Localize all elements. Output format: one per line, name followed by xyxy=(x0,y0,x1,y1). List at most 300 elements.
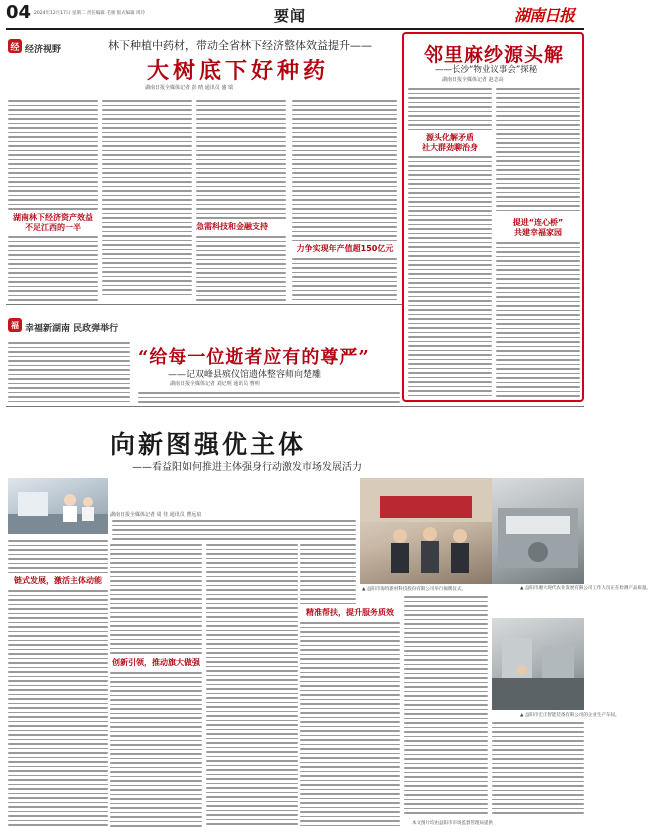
text-line xyxy=(496,373,580,375)
text-line xyxy=(110,544,202,546)
text-line xyxy=(110,571,202,573)
text-line xyxy=(8,806,108,808)
text-line xyxy=(110,686,202,688)
text-line xyxy=(496,133,580,135)
text-line xyxy=(496,323,580,325)
text-line xyxy=(196,172,286,174)
text-line xyxy=(8,369,130,371)
text-line xyxy=(492,772,584,774)
text-line xyxy=(110,740,202,742)
text-line xyxy=(8,132,98,134)
text-line xyxy=(8,250,98,252)
text-line xyxy=(8,378,130,380)
text-line xyxy=(408,215,492,217)
text-line xyxy=(300,744,400,746)
text-line xyxy=(196,159,286,161)
text-line xyxy=(206,805,298,807)
text-line xyxy=(110,681,202,683)
text-line xyxy=(496,251,580,253)
text-line xyxy=(408,192,492,194)
text-line xyxy=(404,776,488,778)
text-line xyxy=(496,115,580,117)
text-line xyxy=(404,781,488,783)
text-line xyxy=(206,756,298,758)
text-line xyxy=(8,281,98,283)
text-line xyxy=(196,263,286,265)
text-line xyxy=(8,554,108,556)
text-line xyxy=(496,395,580,397)
text-line xyxy=(408,381,492,383)
article-byline: 湖南日报全媒体记者 刘记明 通讯员 曹明 xyxy=(170,381,260,387)
text-line xyxy=(206,589,298,591)
text-line xyxy=(492,763,584,765)
text-line xyxy=(102,127,192,129)
text-line xyxy=(8,784,108,786)
text-line xyxy=(206,738,298,740)
text-line xyxy=(496,328,580,330)
text-line xyxy=(300,598,356,600)
text-line xyxy=(292,213,397,215)
text-line xyxy=(404,767,488,769)
text-line xyxy=(206,679,298,681)
text-line xyxy=(8,622,108,624)
text-line xyxy=(408,197,492,199)
text-line xyxy=(408,323,492,325)
text-line xyxy=(292,109,397,111)
text-line xyxy=(196,163,286,165)
text-line xyxy=(8,204,98,206)
text-line xyxy=(300,558,356,560)
text-line xyxy=(102,181,192,183)
text-line xyxy=(496,165,580,167)
text-line xyxy=(404,745,488,747)
text-line xyxy=(206,549,298,551)
text-line xyxy=(196,236,286,238)
article-subtitle: ——记双峰县殡仪馆遗体整容师向楚雕 xyxy=(168,370,322,380)
text-line xyxy=(496,350,580,352)
text-line xyxy=(8,241,98,243)
text-line xyxy=(492,808,584,810)
masthead xyxy=(0,0,589,32)
text-line xyxy=(404,772,488,774)
text-line xyxy=(408,120,492,122)
text-line xyxy=(496,382,580,384)
text-line xyxy=(496,192,580,194)
text-line xyxy=(102,132,192,134)
text-line xyxy=(496,287,580,289)
text-line xyxy=(300,775,400,777)
text-line xyxy=(496,242,580,244)
text-line xyxy=(404,740,488,742)
text-line xyxy=(300,780,400,782)
text-line xyxy=(196,181,286,183)
text-line xyxy=(8,734,108,736)
text-line xyxy=(408,336,492,338)
text-line xyxy=(206,661,298,663)
text-line xyxy=(110,704,202,706)
text-line xyxy=(206,765,298,767)
text-line xyxy=(300,717,400,719)
text-line xyxy=(206,612,298,614)
text-line xyxy=(110,767,202,769)
text-line xyxy=(196,132,286,134)
text-line xyxy=(112,538,356,540)
text-line xyxy=(8,199,98,201)
text-line xyxy=(496,129,580,131)
factory-photo xyxy=(492,478,584,584)
text-line xyxy=(292,150,397,152)
text-line xyxy=(110,825,202,827)
text-line xyxy=(102,114,192,116)
text-line xyxy=(206,774,298,776)
text-line xyxy=(404,700,488,702)
text-line xyxy=(206,769,298,771)
text-line xyxy=(110,758,202,760)
lab-photo xyxy=(8,478,108,534)
text-line xyxy=(8,676,108,678)
text-line xyxy=(110,794,202,796)
text-line xyxy=(492,758,584,760)
text-line xyxy=(8,136,98,138)
text-line xyxy=(196,136,286,138)
text-line xyxy=(8,351,130,353)
text-line xyxy=(408,111,492,113)
text-line xyxy=(408,345,492,347)
text-line xyxy=(496,201,580,203)
text-line xyxy=(206,567,298,569)
text-line xyxy=(292,204,397,206)
text-line xyxy=(492,785,584,787)
text-line xyxy=(102,208,192,210)
text-line xyxy=(8,177,98,179)
text-line xyxy=(404,763,488,765)
text-line xyxy=(8,123,98,125)
text-line xyxy=(404,812,488,814)
text-line xyxy=(300,726,400,728)
text-line xyxy=(300,580,356,582)
text-line xyxy=(408,165,492,167)
text-line xyxy=(408,269,492,271)
text-line xyxy=(196,109,286,111)
text-line xyxy=(292,114,397,116)
text-line xyxy=(408,296,492,298)
text-line xyxy=(300,735,400,737)
article-headline: 大树底下好种药 xyxy=(147,58,330,84)
text-line xyxy=(102,244,192,246)
text-line xyxy=(8,694,108,696)
text-line xyxy=(206,634,298,636)
text-line xyxy=(292,258,397,260)
text-line xyxy=(8,141,98,143)
text-line xyxy=(300,622,400,624)
article-headline: “给每一位逝者应有的尊严” xyxy=(138,347,370,368)
text-line xyxy=(496,205,580,207)
text-line xyxy=(196,217,286,219)
text-line xyxy=(300,816,400,818)
text-line xyxy=(408,115,492,117)
text-line xyxy=(8,608,108,610)
text-line xyxy=(408,327,492,329)
text-line xyxy=(408,332,492,334)
text-line xyxy=(404,722,488,724)
text-line xyxy=(8,365,130,367)
section-heading: 湖南林下经济资产效益 不足江西的一半 xyxy=(13,213,93,232)
text-line xyxy=(292,263,397,265)
text-line xyxy=(300,789,400,791)
text-line xyxy=(404,596,488,598)
text-line xyxy=(102,159,192,161)
text-line xyxy=(292,172,397,174)
text-line xyxy=(102,267,192,269)
text-line xyxy=(496,196,580,198)
text-line xyxy=(292,195,397,197)
text-line xyxy=(8,383,130,385)
text-line xyxy=(300,708,400,710)
text-line xyxy=(8,572,108,574)
text-line xyxy=(404,704,488,706)
text-line xyxy=(110,762,202,764)
text-line xyxy=(8,172,98,174)
text-line xyxy=(404,754,488,756)
text-line xyxy=(408,156,492,158)
text-line xyxy=(300,798,400,800)
text-line xyxy=(110,639,202,641)
text-line xyxy=(196,290,286,292)
text-line xyxy=(496,319,580,321)
text-line xyxy=(196,241,286,243)
text-line xyxy=(110,699,202,701)
text-line xyxy=(292,145,397,147)
article-headline: 向新图强优主体 xyxy=(110,430,307,459)
text-line xyxy=(206,724,298,726)
text-line xyxy=(408,350,492,352)
text-line xyxy=(206,553,298,555)
text-line xyxy=(404,623,488,625)
text-line xyxy=(206,801,298,803)
workshop-photo xyxy=(492,618,584,710)
text-line xyxy=(292,190,397,192)
text-line xyxy=(110,708,202,710)
text-line xyxy=(206,783,298,785)
text-line xyxy=(196,286,286,288)
text-line xyxy=(110,652,202,654)
text-line xyxy=(8,631,108,633)
section-heading: 链式发展，激活主体动能 xyxy=(14,576,102,585)
text-line xyxy=(300,793,400,795)
article-subtitle: ——长沙“物业议事会”探秘 xyxy=(435,65,538,75)
text-line xyxy=(300,699,400,701)
text-line xyxy=(408,300,492,302)
text-line xyxy=(8,163,98,165)
text-line xyxy=(404,709,488,711)
text-line xyxy=(110,562,202,564)
text-line xyxy=(206,594,298,596)
text-line xyxy=(110,580,202,582)
text-line xyxy=(292,105,397,107)
text-line xyxy=(8,698,108,700)
text-line xyxy=(408,341,492,343)
text-line xyxy=(196,277,286,279)
text-line xyxy=(292,181,397,183)
text-line xyxy=(292,127,397,129)
text-line xyxy=(404,605,488,607)
text-line xyxy=(102,154,192,156)
column-tag: 经济视野 xyxy=(25,45,62,55)
text-line xyxy=(206,742,298,744)
text-line xyxy=(408,88,492,90)
text-line xyxy=(408,251,492,253)
text-line xyxy=(408,174,492,176)
text-line xyxy=(206,571,298,573)
text-line xyxy=(102,240,192,242)
text-line xyxy=(404,794,488,796)
text-line xyxy=(8,295,98,297)
text-line xyxy=(110,648,202,650)
text-line xyxy=(404,785,488,787)
text-line xyxy=(196,105,286,107)
text-line xyxy=(8,268,98,270)
text-line xyxy=(300,748,400,750)
text-line xyxy=(110,726,202,728)
text-line xyxy=(300,762,400,764)
section-heading: 提进“连心桥” 共建幸福家园 xyxy=(512,218,564,237)
text-line xyxy=(102,177,192,179)
photo-caption: ▲ 益阳市海特新材科技股份有限公司举行揭牌仪式。 xyxy=(362,587,466,592)
text-line xyxy=(300,589,356,591)
text-line xyxy=(110,630,202,632)
text-line xyxy=(496,310,580,312)
text-line xyxy=(408,97,492,99)
text-line xyxy=(196,299,286,301)
text-line xyxy=(492,745,584,747)
text-line xyxy=(8,374,130,376)
text-line xyxy=(206,792,298,794)
text-line xyxy=(292,141,397,143)
text-line xyxy=(8,721,108,723)
text-line xyxy=(408,237,492,239)
text-line xyxy=(102,204,192,206)
text-line xyxy=(8,549,108,551)
text-line xyxy=(496,97,580,99)
text-line xyxy=(404,659,488,661)
text-line xyxy=(408,363,492,365)
text-line xyxy=(8,159,98,161)
text-line xyxy=(8,689,108,691)
text-line xyxy=(196,204,286,206)
text-line xyxy=(8,545,108,547)
text-line xyxy=(496,111,580,113)
text-line xyxy=(300,771,400,773)
masthead-rule xyxy=(6,28,584,30)
text-line xyxy=(300,681,400,683)
text-line xyxy=(404,799,488,801)
text-line xyxy=(408,359,492,361)
text-line xyxy=(8,109,98,111)
text-line xyxy=(196,199,286,201)
text-line xyxy=(206,607,298,609)
text-line xyxy=(8,168,98,170)
text-line xyxy=(300,694,400,696)
text-line xyxy=(408,170,492,172)
text-line xyxy=(492,803,584,805)
text-line xyxy=(206,580,298,582)
text-line xyxy=(8,154,98,156)
text-line xyxy=(496,355,580,357)
photo-caption: ▲ 益阳市宏正智能装备有限公司的企业生产车间。 xyxy=(520,713,620,718)
text-line xyxy=(206,643,298,645)
text-line xyxy=(8,716,108,718)
text-line xyxy=(8,824,108,826)
text-line xyxy=(292,154,397,156)
text-line xyxy=(292,132,397,134)
text-line xyxy=(196,123,286,125)
text-line xyxy=(496,88,580,90)
text-line xyxy=(102,222,192,224)
text-line xyxy=(110,722,202,724)
text-line xyxy=(110,744,202,746)
text-line xyxy=(292,272,397,274)
text-line xyxy=(8,595,108,597)
text-line xyxy=(102,163,192,165)
text-line xyxy=(206,819,298,821)
text-line xyxy=(300,703,400,705)
text-line xyxy=(300,807,400,809)
text-line xyxy=(496,332,580,334)
text-line xyxy=(404,637,488,639)
text-line xyxy=(110,677,202,679)
text-line xyxy=(206,810,298,812)
newspaper-logo: 湖南日报 xyxy=(514,6,575,25)
text-line xyxy=(196,186,286,188)
text-line xyxy=(408,228,492,230)
text-line xyxy=(292,118,397,120)
text-line xyxy=(102,172,192,174)
text-line xyxy=(206,778,298,780)
text-line xyxy=(496,265,580,267)
text-line xyxy=(196,114,286,116)
text-line xyxy=(102,190,192,192)
text-line xyxy=(8,802,108,804)
text-line xyxy=(110,643,202,645)
text-line xyxy=(196,254,286,256)
text-line xyxy=(292,123,397,125)
text-line xyxy=(8,347,130,349)
text-line xyxy=(292,100,397,102)
text-line xyxy=(496,93,580,95)
text-line xyxy=(496,138,580,140)
text-line xyxy=(300,690,400,692)
text-line xyxy=(206,693,298,695)
text-line xyxy=(206,562,298,564)
text-line xyxy=(8,752,108,754)
text-line xyxy=(206,823,298,825)
text-line xyxy=(8,290,98,292)
text-line xyxy=(8,757,108,759)
text-line xyxy=(492,736,584,738)
text-line xyxy=(110,776,202,778)
text-line xyxy=(496,142,580,144)
text-line xyxy=(112,525,356,527)
text-line xyxy=(404,718,488,720)
text-line xyxy=(196,168,286,170)
text-line xyxy=(496,147,580,149)
text-line xyxy=(404,619,488,621)
text-line xyxy=(300,645,400,647)
text-line xyxy=(8,820,108,822)
text-line xyxy=(292,290,397,292)
text-line xyxy=(8,145,98,147)
text-line xyxy=(8,245,98,247)
